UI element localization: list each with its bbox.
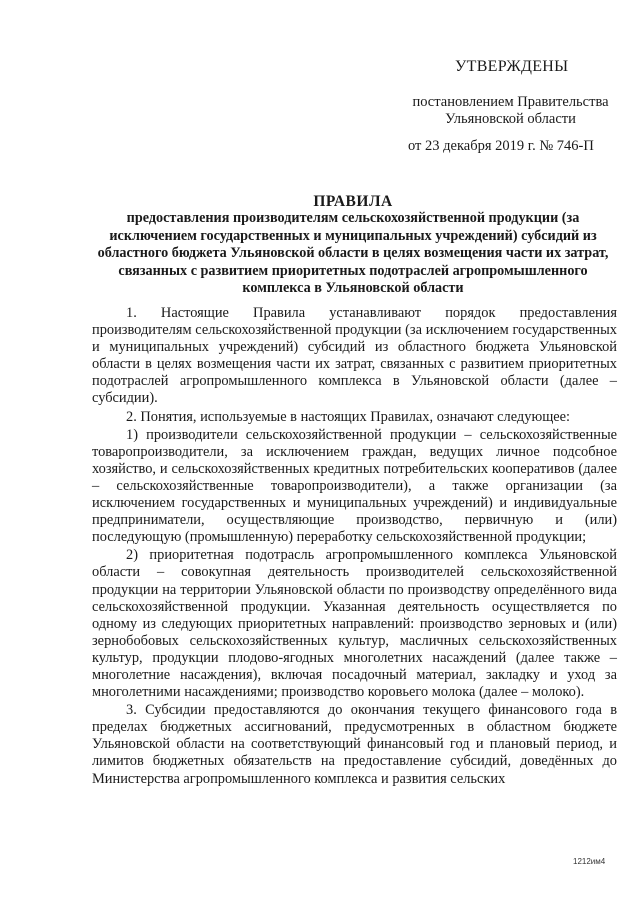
paragraph-2-2: 2) приоритетная подотрасль агропромышленного комплекса Ульяновской области – совокупная деятельность производителей сельскохозяйственной продукции на территории Ульяновской области по производству определённого вида сельскохозяйственной продукции. Указанная деятельность осуществляется по одному из следующих приоритетных направлений: производство зерновых и (или) зернобобовых сельскохозяйственных культур, масличных сельскохозяйственных культур, продукции плодово-ягодных многолетних насаждений (далее также – многолетние насаждения), включая посадочный материал, закладку и уход за многолетними насаждениями; производство коровьего молока (далее – молоко). [92,547,617,701]
rules-title: ПРАВИЛА [313,193,393,210]
rules-subtitle: предоставления производителям сельскохозяйственной продукции (за исключением государственных и муниципальных учреждений) субсидий из областного бюджета Ульяновской области в целях возмещения части их затрат, связанных с развитием приоритетных подотраслей агропромышленного комплекса в Ульяновской области [97,210,609,296]
paragraph-3: 3. Субсидии предоставляются до окончания текущего финансового года в пределах бюджетных ассигнований, предусмотренных в областном бюджете Ульяновской области на соответствующий финансовый год и плановый период, и лимитов бюджетных обязательств на предоставление субсидий, доведённых до Министерства агропромышленного комплекса и развития сельских [92,702,617,787]
paragraph-1: 1. Настоящие Правила устанавливают порядок предоставления производителям сельскохозяйственной продукции (за исключением государственных и муниципальных учреждений) субсидий из областного бюджета Ульяновской области в целях возмещения части их затрат, связанных с развитием приоритетных подотраслей агропромышленного комплекса в Ульяновской области (далее – субсидии). [92,305,617,407]
decree-line-1: постановлением Правительства [412,94,609,110]
paragraph-2-1: 1) производители сельскохозяйственной продукции – сельскохозяйственные товаропроизводители, за исключением граждан, ведущих личное подсобное хозяйство, и сельскохозяйственных кредитных потребительских кооперативов (далее – сельскохозяйственные товаропроизводители), а также организации (за исключением государственных и муниципальных учреждений) и индивидуальные предприниматели, осуществляющие производство, первичную и (или) последующую (промышленную) переработку сельскохозяйственной продукции; [92,426,617,546]
footer-code: 1212им4 [573,857,606,866]
document-body [92,305,617,788]
paragraph-2: 2. Понятия, используемые в настоящих Правилах, означают следующее: [126,408,571,425]
decree-reference [403,94,618,128]
decree-date: от 23 декабря 2019 г. № 746-П [408,138,594,154]
approved-heading: УТВЕРЖДЕНЫ [455,58,569,75]
decree-line-2: Ульяновской области [445,111,576,127]
